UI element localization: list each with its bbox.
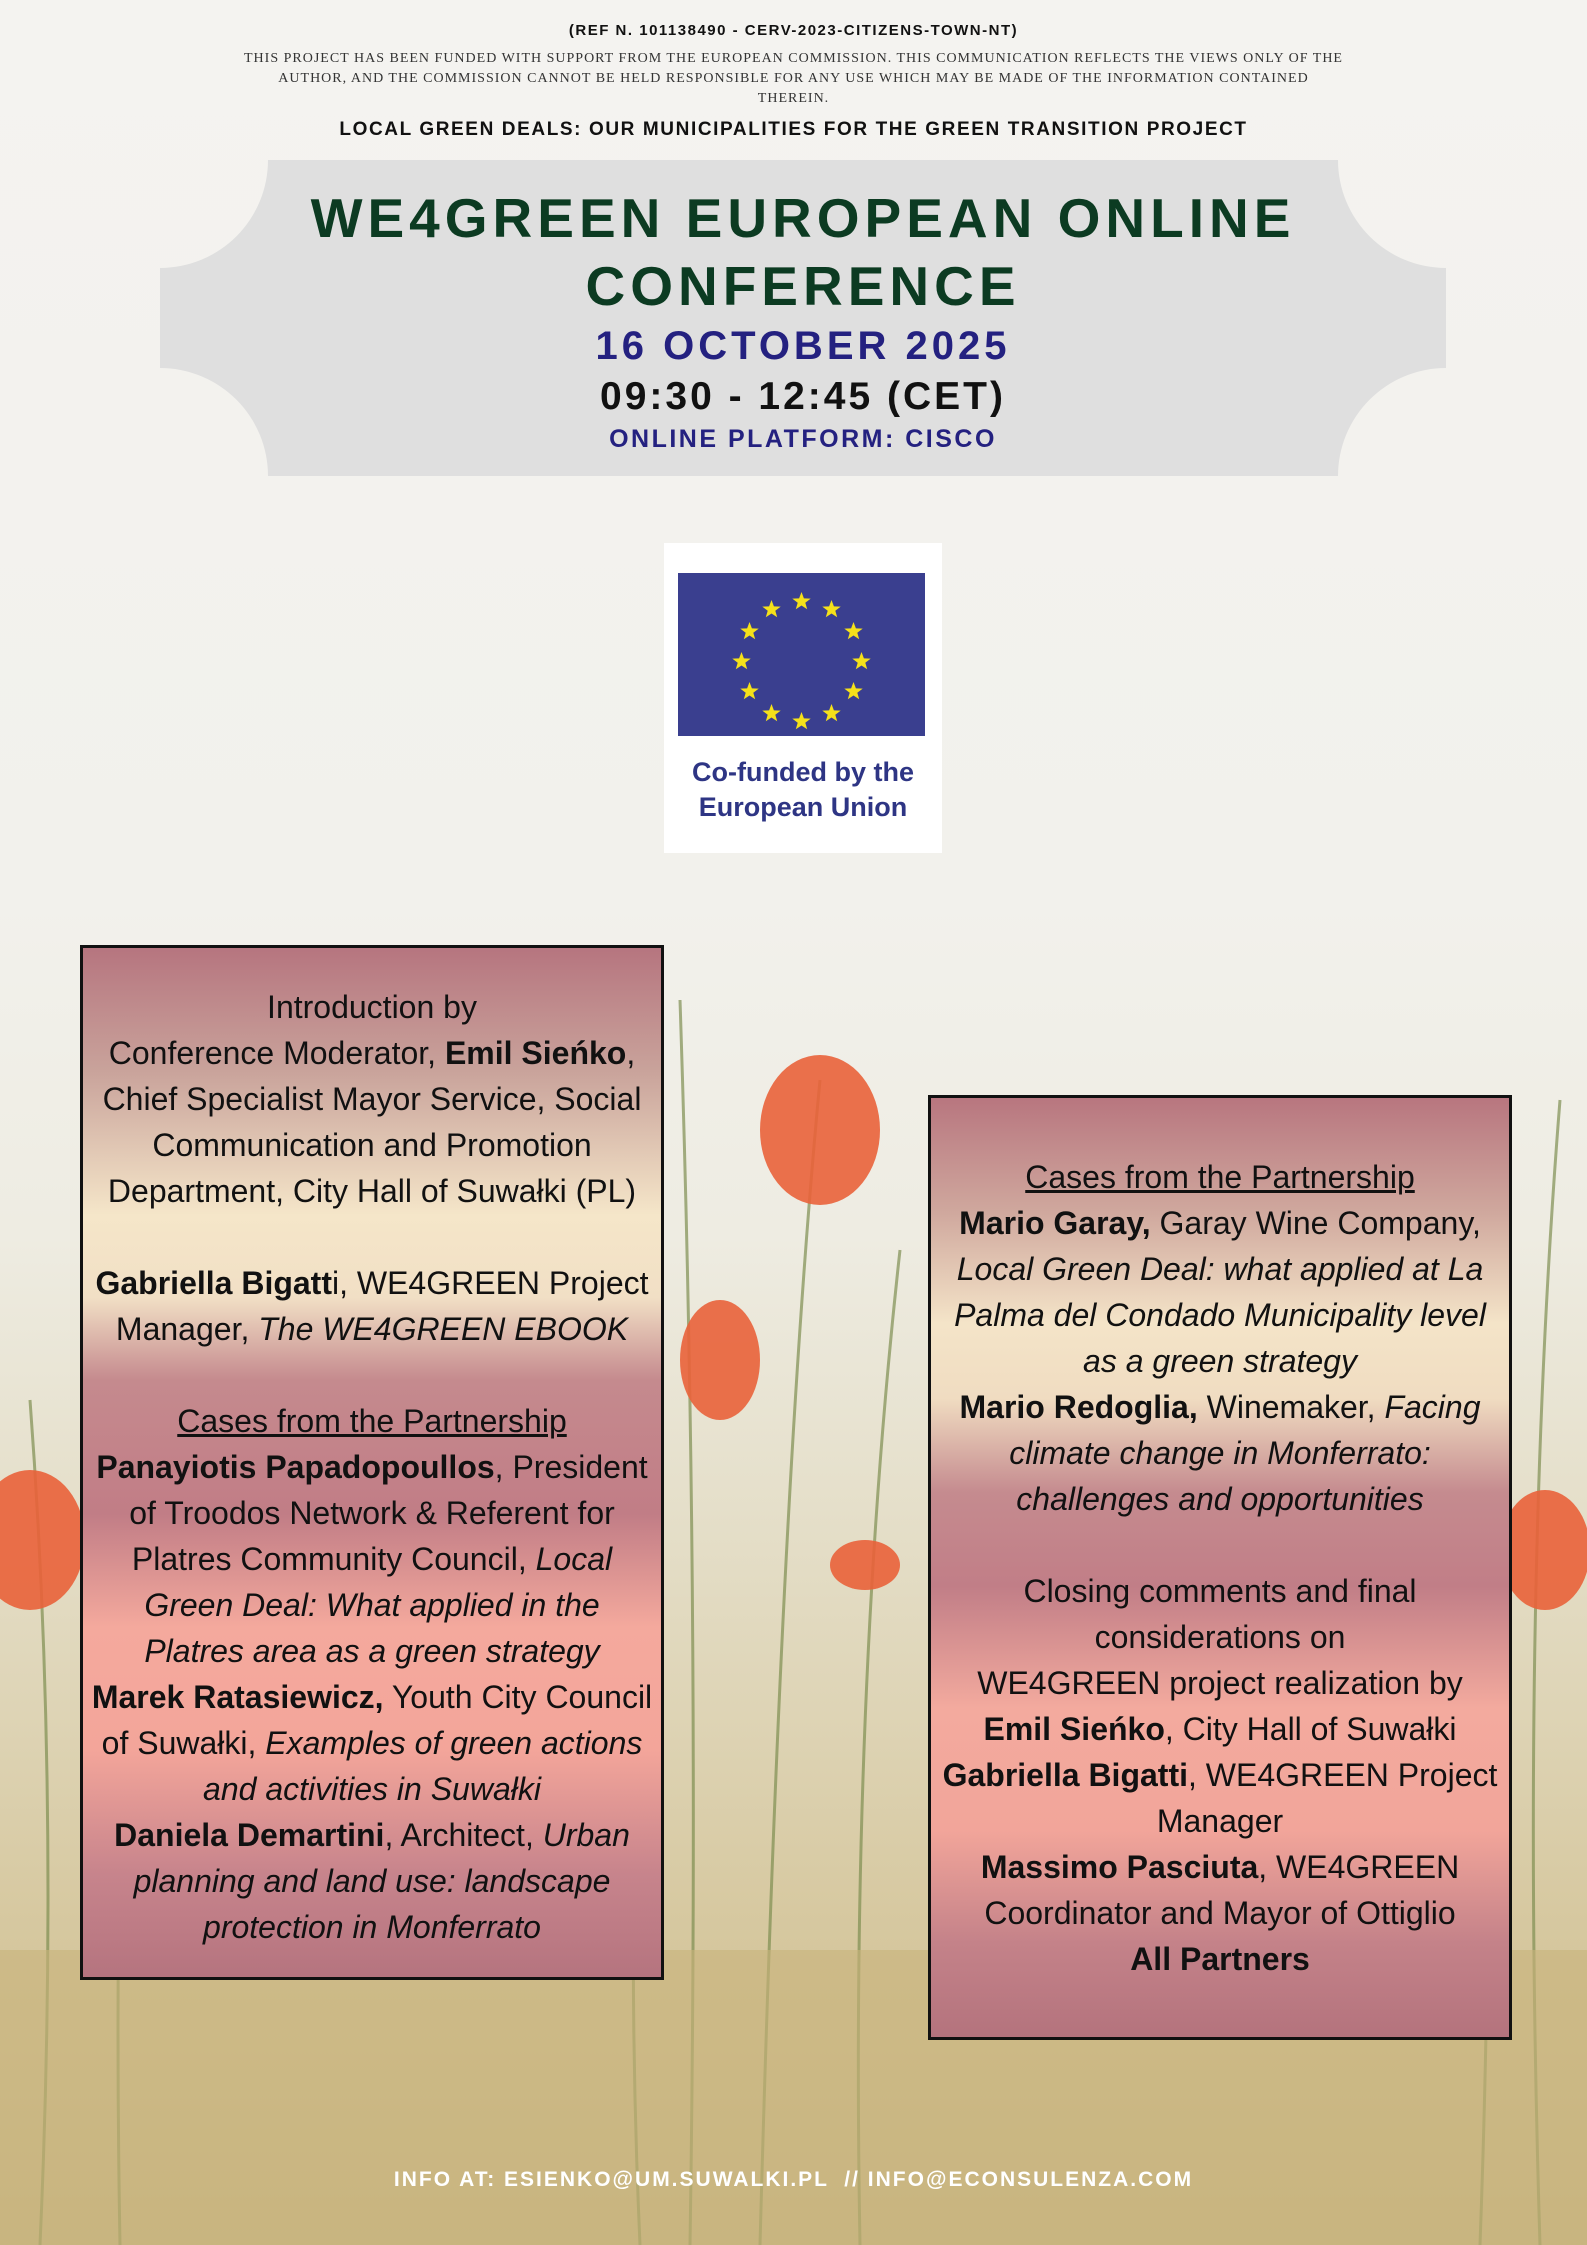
eu-flag-icon xyxy=(678,573,925,736)
intro-label: Introduction by xyxy=(267,989,477,1025)
speaker-role: , Architect, xyxy=(384,1817,543,1853)
talk-title: Facing climate change in Monferrato: challenges and opportunities xyxy=(1009,1389,1481,1517)
speaker-redoglia xyxy=(939,1384,1501,1522)
conference-title-line2: CONFERENCE xyxy=(585,255,1021,317)
talk-title: Local Green Deal: What applied in the Platres area as a green strategy xyxy=(144,1541,613,1669)
conference-platform: ONLINE PLATFORM: CISCO xyxy=(609,425,997,453)
all-partners-label: All Partners xyxy=(1130,1941,1310,1977)
speaker-role: , President of Troodos Network & Referent for Platres Community Council, xyxy=(129,1449,648,1577)
conference-title-line1: WE4GREEN EUROPEAN ONLINE xyxy=(310,187,1296,249)
programme-box-right xyxy=(928,1095,1512,2040)
speaker-papadopoullos xyxy=(91,1444,653,1674)
speaker-name: Daniela Demartini xyxy=(114,1817,385,1853)
cases-heading-left: Cases from the Partnership xyxy=(177,1403,567,1439)
bigatti-role: i, WE4GREEN Project Manager, xyxy=(115,1265,649,1347)
speaker-name: Massimo Pasciuta xyxy=(980,1849,1259,1885)
speaker-name: Gabriella Bigatti xyxy=(942,1757,1188,1793)
conference-banner xyxy=(160,160,1446,476)
funding-disclaimer: THIS PROJECT HAS BEEN FUNDED WITH SUPPORT FROM THE EUROPEAN COMMISSION. THIS COMMUNICATION REFLECTS THE VIEWS ONLY OF THE AUTHOR, AND THE COMMISSION CANNOT BE HELD RESPONSIBLE FOR ANY USE WHICH MAY BE MADE OF THE INFORMATION CONTAINED THEREIN. xyxy=(244,51,1343,106)
speaker-name: Marek Ratasiewicz, xyxy=(91,1679,384,1715)
eu-cofunded-text xyxy=(664,755,942,825)
speaker-name: Mario Redoglia, xyxy=(959,1389,1198,1425)
moderator-entry xyxy=(91,1030,653,1214)
moderator-role-prefix: Conference Moderator, xyxy=(108,1035,445,1071)
speaker-role: Youth City Council of Suwałki, xyxy=(101,1679,653,1761)
speaker-demartini xyxy=(91,1812,653,1950)
closing-sienko xyxy=(939,1706,1501,1752)
speaker-role: , WE4GREEN Project Manager xyxy=(1156,1757,1498,1839)
speaker-garay xyxy=(939,1200,1501,1384)
all-partners xyxy=(939,1936,1501,1982)
eu-cofunded-logo xyxy=(664,543,942,853)
footer-contact: INFO AT: ESIENKO@UM.SUWALKI.PL // INFO@ECONSULENZA.COM xyxy=(393,2168,1194,2191)
eu-text-line1: Co-funded by the xyxy=(692,757,914,787)
bigatti-entry xyxy=(91,1260,653,1352)
speaker-name: Emil Sieńko xyxy=(983,1711,1165,1747)
speaker-role: Winemaker, xyxy=(1197,1389,1385,1425)
conference-time: 09:30 - 12:45 (CET) xyxy=(600,375,1006,418)
header xyxy=(0,22,1587,141)
moderator-name: Emil Sieńko xyxy=(444,1035,627,1071)
speaker-ratasiewicz xyxy=(91,1674,653,1812)
closing-bigatti xyxy=(939,1752,1501,1844)
speaker-role: , WE4GREEN Coordinator and Mayor of Ottiglio xyxy=(984,1849,1460,1931)
moderator-role: , Chief Specialist Mayor Service, Social Communication and Promotion Department, City Hall of Suwałki (PL) xyxy=(102,1035,642,1209)
bigatti-talk-title: The WE4GREEN EBOOK xyxy=(258,1311,629,1347)
bigatti-name: Gabriella Bigatt xyxy=(95,1265,332,1301)
talk-title: Local Green Deal: what applied at La Palma del Condado Municipality level as a green strategy xyxy=(954,1251,1486,1379)
conference-date: 16 OCTOBER 2025 xyxy=(595,324,1011,368)
speaker-role: Garay Wine Company, xyxy=(1150,1205,1481,1241)
closing-label: Closing comments and final considerations on xyxy=(1023,1573,1417,1655)
speaker-role: , City Hall of Suwałki xyxy=(1164,1711,1457,1747)
closing-pasciuta xyxy=(939,1844,1501,1936)
reference-number: (REF N. 101138490 - CERV-2023-CITIZENS-TOWN-NT) xyxy=(568,22,1019,39)
talk-title: Examples of green actions and activities in Suwałki xyxy=(203,1725,643,1807)
cases-heading-right: Cases from the Partnership xyxy=(1025,1159,1415,1195)
programme-box-left xyxy=(80,945,664,1980)
closing-label-2: WE4GREEN project realization by xyxy=(977,1665,1463,1701)
eu-text-line2: European Union xyxy=(698,792,908,822)
conference-title xyxy=(160,184,1446,320)
speaker-name: Mario Garay, xyxy=(959,1205,1151,1241)
speaker-name: Panayiotis Papadopoullos xyxy=(96,1449,495,1485)
project-title: LOCAL GREEN DEALS: OUR MUNICIPALITIES FOR THE GREEN TRANSITION PROJECT xyxy=(339,119,1248,140)
talk-title: Urban planning and land use: landscape protection in Monferrato xyxy=(133,1817,630,1945)
